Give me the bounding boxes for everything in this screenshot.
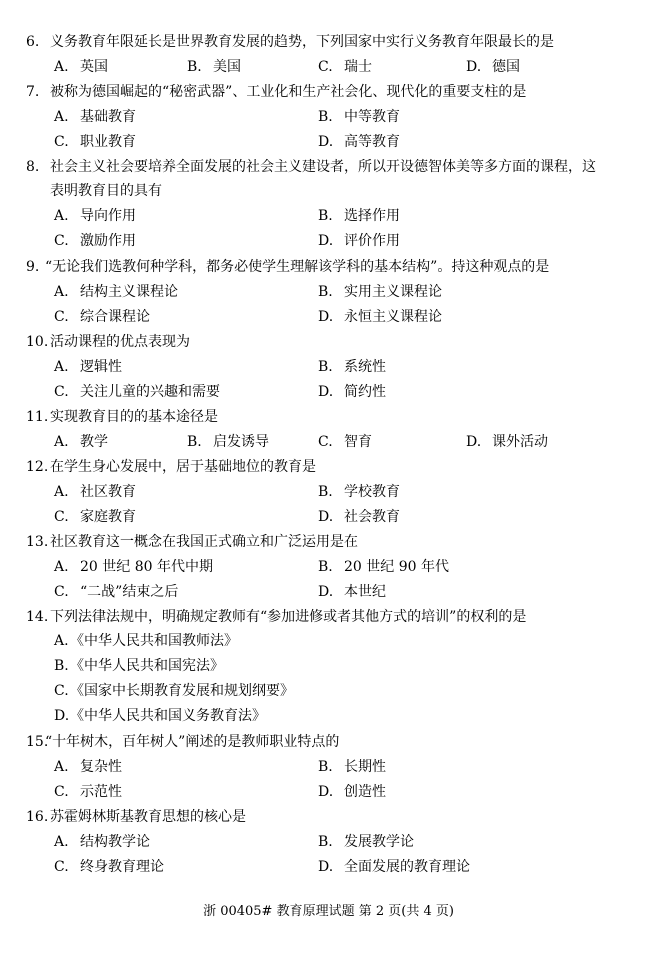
options-row [0,556,657,578]
option-text: 基础教育 [80,109,136,125]
option-label: A. [54,208,69,224]
option-a [54,56,108,78]
question-12 [0,456,657,478]
options-row [0,356,657,378]
option-text: 德国 [492,59,520,75]
question-10 [0,331,657,353]
option-text: 选择作用 [344,208,400,224]
question-text: 在学生身心发展中，居于基础地位的教育是 [50,459,316,475]
options-row [0,781,657,803]
option-label: C. [54,384,69,400]
option-d [318,230,400,252]
option-d [466,431,548,453]
question-14 [0,606,657,628]
option-text: 20 世纪 90 年代 [344,559,449,575]
page-footer: 浙 00405# 教育原理试题 第 2 页(共 4 页) [203,904,454,919]
question-8-continued [0,180,657,202]
option-text: 长期性 [344,759,386,775]
option-c [54,230,136,252]
option-a [54,205,136,227]
option-text: 课外活动 [492,434,548,450]
question-number: 7. [26,84,40,100]
option-c [54,506,136,528]
question-text: 实现教育目的的基本途径是 [50,409,218,425]
option-d [318,506,400,528]
option-label: B. [318,759,333,775]
option-c [318,56,372,78]
options-row [0,431,657,453]
options-row [0,756,657,778]
question-number: 11. [26,409,49,425]
option-text: 20 世纪 80 年代中期 [80,559,213,575]
option-c [54,856,164,878]
question-number: 15. [26,734,49,750]
option-text: 本世纪 [344,584,386,600]
option-text: 永恒主义课程论 [344,309,442,325]
option-a [54,756,122,778]
options-row [0,831,657,853]
option-label: D. [318,134,334,150]
option-label: B. [318,834,333,850]
option-label: C. [54,233,69,249]
option-label: C. [54,784,69,800]
options-row [0,630,657,652]
option-a [54,431,108,453]
question-text: “十年树木，百年树人”阐述的是教师职业特点的 [45,734,340,750]
option-b [318,281,442,303]
option-label: D. [318,233,334,249]
option-label: B. [187,59,202,75]
option-d [318,306,442,328]
option-text: 社区教育 [80,484,136,500]
option-text: 导向作用 [80,208,136,224]
options-row [0,506,657,528]
option-b [318,831,414,853]
options-row [0,680,657,702]
question-text: “无论我们选教何种学科，都务必使学生理解该学科的基本结构”。持这种观点的是 [45,259,550,275]
options-row [0,481,657,503]
option-b [318,106,400,128]
option-text: 发展教学论 [344,834,414,850]
option-text: 《国家中长期教育发展和规划纲要》 [70,683,294,699]
option-text: 全面发展的教育理论 [344,859,470,875]
option-a [54,281,178,303]
option-label: C. [54,584,69,600]
option-text: “二战”结束之后 [80,584,179,600]
question-7 [0,81,657,103]
option-text: 简约性 [344,384,386,400]
option-label: A. [54,109,69,125]
options-row [0,581,657,603]
option-text: 中等教育 [344,109,400,125]
option-c [54,131,136,153]
option-d [318,781,386,803]
option-label: D. [318,784,334,800]
options-row [0,131,657,153]
option-text: 系统性 [344,359,386,375]
option-b [318,481,400,503]
options-row [0,381,657,403]
option-label: B. [318,284,333,300]
option-text: 瑞士 [344,59,372,75]
option-label: C. [318,434,333,450]
option-label: C. [54,309,69,325]
options-row [0,106,657,128]
question-number: 10. [26,334,49,350]
options-row [0,230,657,252]
option-label: B. [318,359,333,375]
option-label: A. [54,359,69,375]
option-d [318,381,386,403]
options-row [0,205,657,227]
options-row [0,306,657,328]
option-label: C. [54,509,69,525]
question-text: 被称为德国崛起的“秘密武器”、工业化和生产社会化、现代化的重要支柱的是 [50,84,527,100]
question-text: 社会主义社会要培养全面发展的社会主义建设者，所以开设德智体美等多方面的课程，这 [50,159,596,175]
option-label: A. [54,834,69,850]
option-b [318,356,386,378]
question-number: 16. [26,809,49,825]
option-text: 《中华人民共和国教师法》 [70,633,238,649]
option-text: 美国 [213,59,241,75]
option-label: D. [318,384,334,400]
option-label: B. [187,434,202,450]
option-text: 复杂性 [80,759,122,775]
options-row [0,705,657,727]
question-text-continued: 表明教育目的具有 [50,183,162,199]
option-c [54,781,122,803]
option-label: D. [466,434,482,450]
option-c [318,431,372,453]
option-c [54,581,178,603]
option-a [54,556,213,578]
option-text: 《中华人民共和国义务教育法》 [70,708,266,724]
option-text: 英国 [80,59,108,75]
question-text: 下列法律法规中，明确规定教师有“参加进修或者其他方式的培训”的权利的是 [50,609,527,625]
option-label: B. [318,109,333,125]
option-text: 启发诱导 [213,434,269,450]
option-text: 评价作用 [344,233,400,249]
option-b [318,205,400,227]
question-15 [0,731,657,753]
option-label: D. [318,584,334,600]
option-label: B. [318,559,333,575]
option-c [54,381,220,403]
option-d [318,131,400,153]
option-d: D.《中华人民共和国义务教育法》 [54,708,266,724]
question-number: 9. [26,259,40,275]
option-label: D. [318,309,334,325]
option-label: A. [54,434,69,450]
question-number: 6. [26,34,40,50]
question-9 [0,256,657,278]
question-11 [0,406,657,428]
option-text: 高等教育 [344,134,400,150]
option-a [54,106,136,128]
option-text: 《中华人民共和国宪法》 [70,658,224,674]
question-text: 苏霍姆林斯基教育思想的核心是 [50,809,246,825]
option-b [187,431,269,453]
option-text: 社会教育 [344,509,400,525]
question-6 [0,31,657,53]
option-text: 结构教学论 [80,834,150,850]
option-label: C. [318,59,333,75]
option-text: 学校教育 [344,484,400,500]
option-text: 家庭教育 [80,509,136,525]
option-label: D. [318,859,334,875]
option-label: B. [318,208,333,224]
option-b [318,756,386,778]
question-number: 12. [26,459,49,475]
option-text: 关注儿童的兴趣和需要 [80,384,220,400]
question-8 [0,156,657,178]
option-d [318,581,386,603]
option-label: A. [54,59,69,75]
option-text: 终身教育理论 [80,859,164,875]
option-label: D. [466,59,482,75]
option-c: C.《国家中长期教育发展和规划纲要》 [54,683,294,699]
option-label: A. [54,484,69,500]
options-row [0,281,657,303]
question-number: 8. [26,159,40,175]
question-text: 义务教育年限延长是世界教育发展的趋势，下列国家中实行义务教育年限最长的是 [50,34,554,50]
option-a: A.《中华人民共和国教师法》 [54,633,238,649]
option-label: C. [54,134,69,150]
option-label: C. [54,859,69,875]
option-label: B. [318,484,333,500]
option-text: 教学 [80,434,108,450]
option-text: 智育 [344,434,372,450]
question-number: 13. [26,534,49,550]
option-a [54,481,136,503]
option-text: 激励作用 [80,233,136,249]
options-row [0,56,657,78]
option-text: 综合课程论 [80,309,150,325]
options-row [0,856,657,878]
option-text: 职业教育 [80,134,136,150]
options-row [0,655,657,677]
option-b: B.《中华人民共和国宪法》 [54,658,224,674]
option-d [466,56,520,78]
option-label: D. [318,509,334,525]
option-c [54,306,150,328]
question-number: 14. [26,609,49,625]
option-text: 逻辑性 [80,359,122,375]
option-text: 实用主义课程论 [344,284,442,300]
question-text: 社区教育这一概念在我国正式确立和广泛运用是在 [50,534,358,550]
question-16 [0,806,657,828]
option-a [54,356,122,378]
question-text: 活动课程的优点表现为 [50,334,190,350]
question-13 [0,531,657,553]
option-text: 示范性 [80,784,122,800]
option-label: A. [54,284,69,300]
option-b [187,56,241,78]
option-label: A. [54,559,69,575]
option-a [54,831,150,853]
option-text: 结构主义课程论 [80,284,178,300]
option-d [318,856,470,878]
option-label: A. [54,759,69,775]
option-b [318,556,449,578]
option-text: 创造性 [344,784,386,800]
